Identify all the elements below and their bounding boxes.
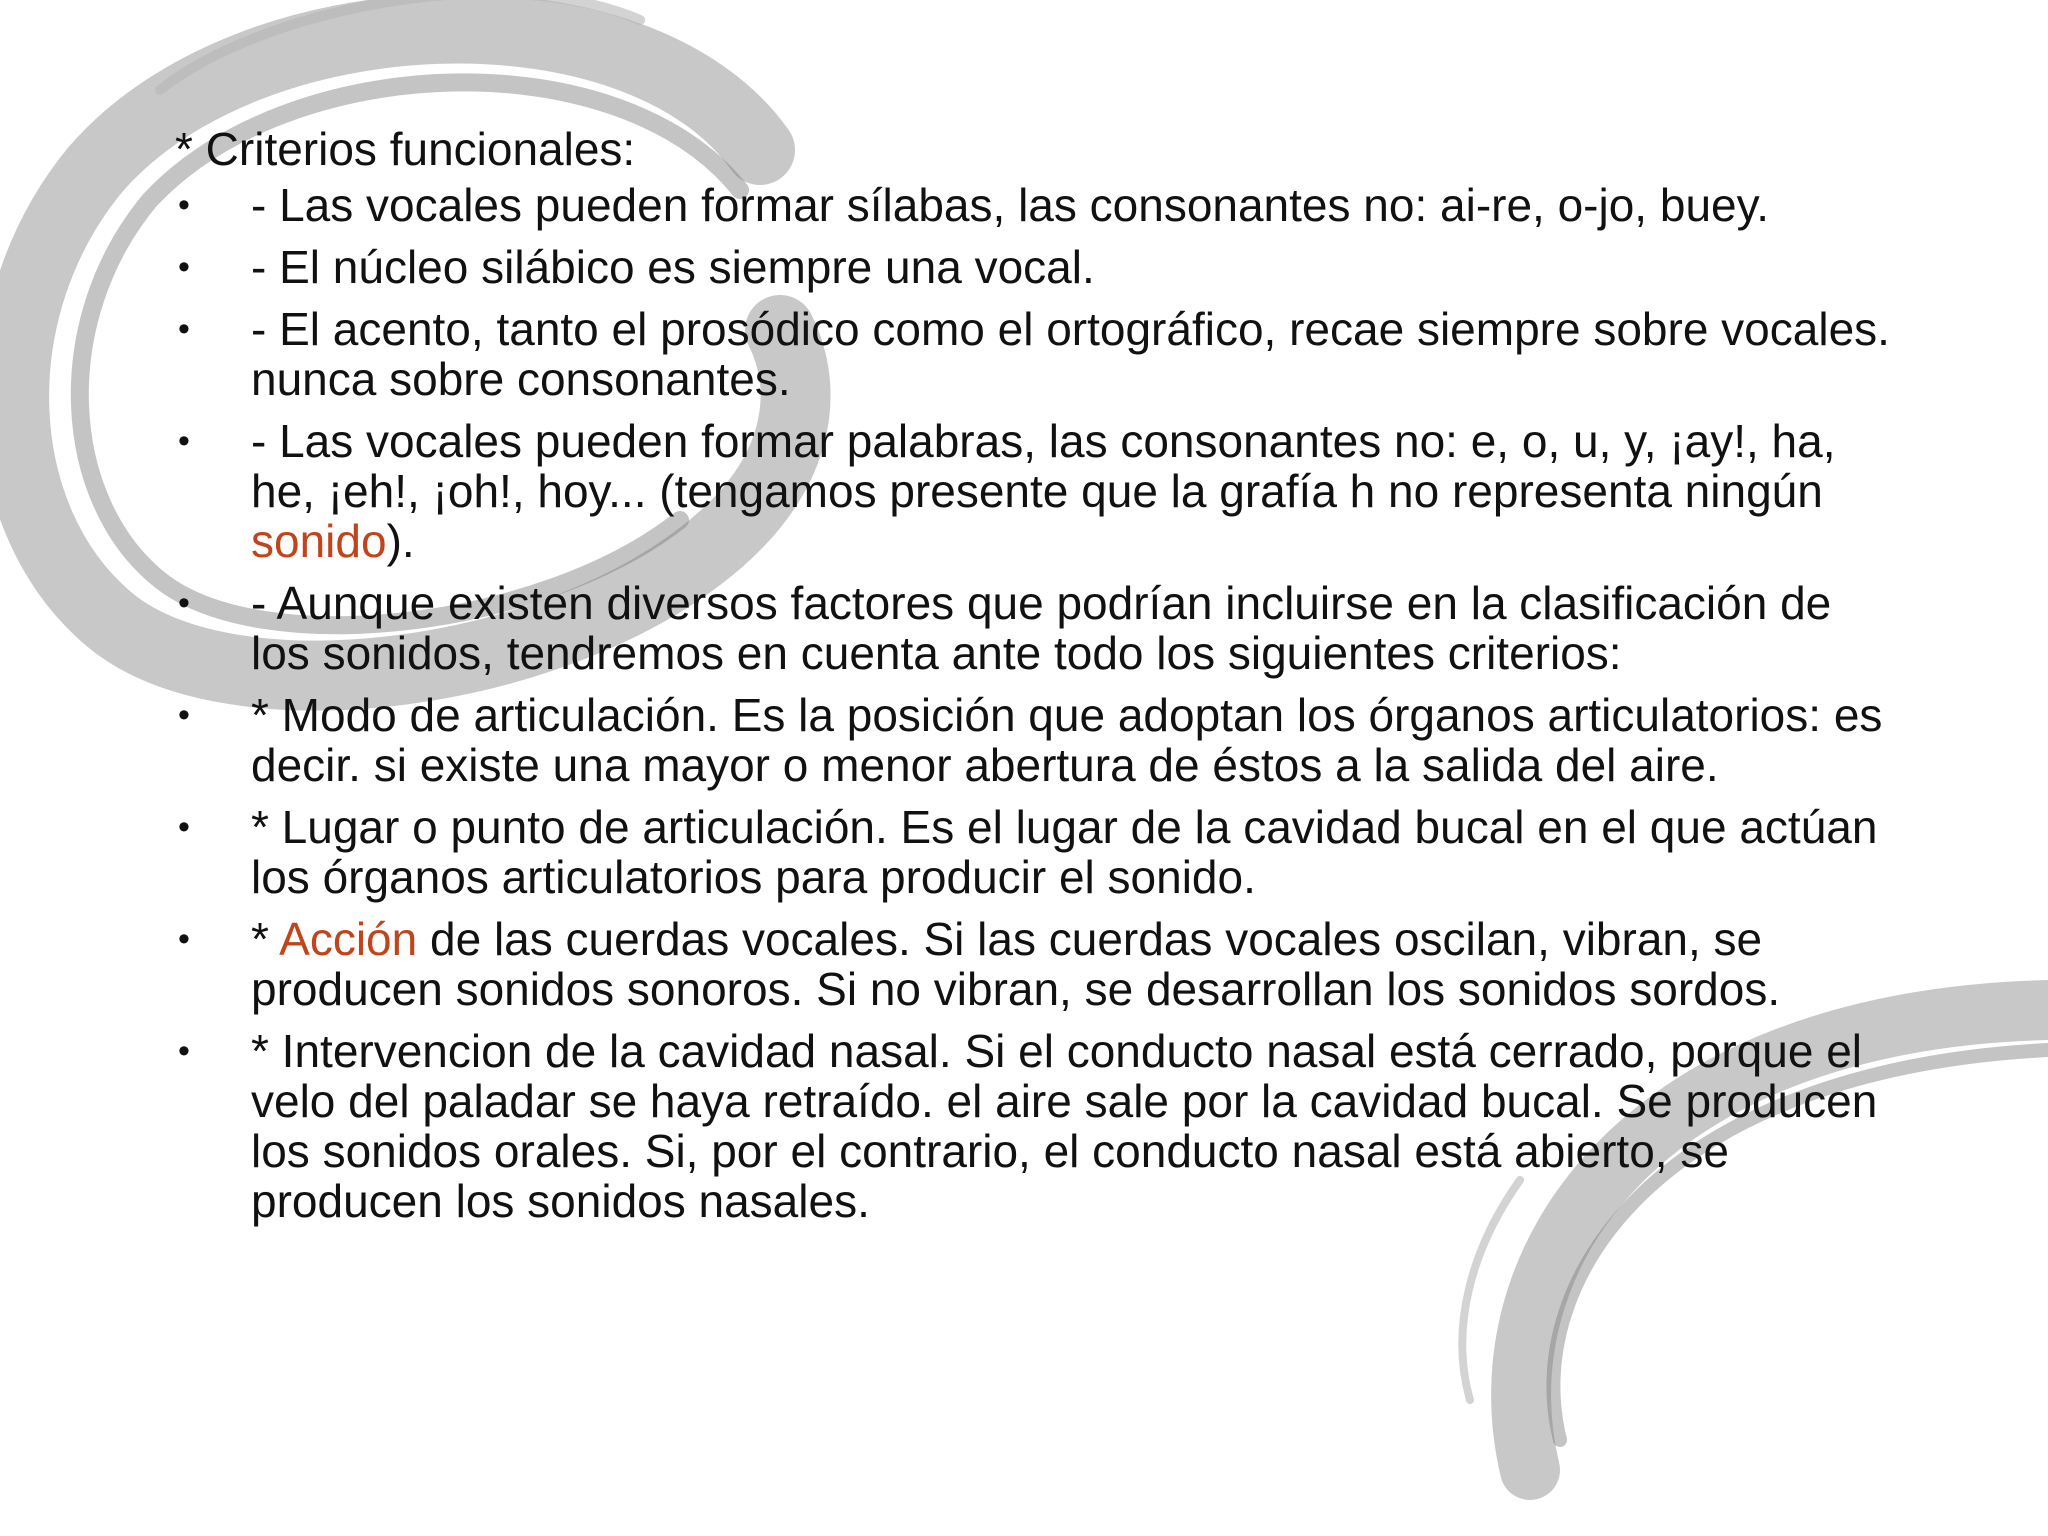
list-item <box>175 304 1895 404</box>
list-item <box>175 1026 1895 1226</box>
bullet-icon: • <box>178 422 190 460</box>
list-item-text <box>251 415 1835 567</box>
slide-heading: * Criterios funcionales: <box>175 123 636 175</box>
list-item <box>175 802 1895 902</box>
bullet-icon: • <box>178 1032 190 1070</box>
bullet-icon: • <box>178 186 190 224</box>
slide-content <box>175 124 1895 1238</box>
list-item-text-before: - Las vocales pueden formar palabras, las consonantes no: e, o, u, y, ¡ay!, ha, he, ¡eh!, ¡oh!, hoy... (tengamos presente que la grafía h no representa ningún <box>251 415 1836 517</box>
list-item <box>175 416 1895 566</box>
list-item-text: - El acento, tanto el prosódico como el ortográfico, recae siempre sobre vocales. nunca sobre consonantes. <box>251 303 1890 405</box>
list-item-text: * Intervencion de la cavidad nasal. Si el conducto nasal está cerrado, porque el velo del paladar se haya retraído. el aire sale por la cavidad bucal. Se producen los sonidos orales. Si, por el contrario, el conducto nasal está abierto, se producen los sonidos nasales. <box>251 1025 1878 1227</box>
list-item-text <box>251 913 1780 1015</box>
list-item-text: * Lugar o punto de articulación. Es el lugar de la cavidad bucal en el que actúan los órganos articulatorios para producir el sonido. <box>251 801 1878 903</box>
bullet-icon: • <box>178 248 190 286</box>
list-item <box>175 242 1895 292</box>
bullet-icon: • <box>178 310 190 348</box>
bullet-icon: • <box>178 696 190 734</box>
bullet-icon: • <box>178 920 190 958</box>
accion-link[interactable]: Acción <box>279 913 418 965</box>
list-item-text: - El núcleo silábico es siempre una vocal. <box>251 241 1095 293</box>
list-item <box>175 180 1895 230</box>
list-item-text: * Modo de articulación. Es la posición que adoptan los órganos articulatorios: es decir. si existe una mayor o menor abertura de éstos a la salida del aire. <box>251 689 1883 791</box>
list-item <box>175 578 1895 678</box>
list-item <box>175 690 1895 790</box>
bullet-icon: • <box>178 808 190 846</box>
list-item <box>175 914 1895 1014</box>
list-item-text-before: * <box>251 913 280 965</box>
list-item-text: - Las vocales pueden formar sílabas, las consonantes no: ai-re, o-jo, buey. <box>251 179 1769 231</box>
list-item-text-after: ). <box>386 515 415 567</box>
list-item-text: - Aunque existen diversos factores que podrían incluirse en la clasificación de los sonidos, tendremos en cuenta ante todo los siguientes criterios: <box>251 577 1832 679</box>
sonido-link[interactable]: sonido <box>251 515 387 567</box>
bullet-list <box>175 180 1895 1226</box>
list-item-text-after: de las cuerdas vocales. Si las cuerdas vocales oscilan, vibran, se producen sonidos sonoros. Si no vibran, se desarrollan los sonidos sordos. <box>251 913 1781 1015</box>
bullet-icon: • <box>178 584 190 622</box>
